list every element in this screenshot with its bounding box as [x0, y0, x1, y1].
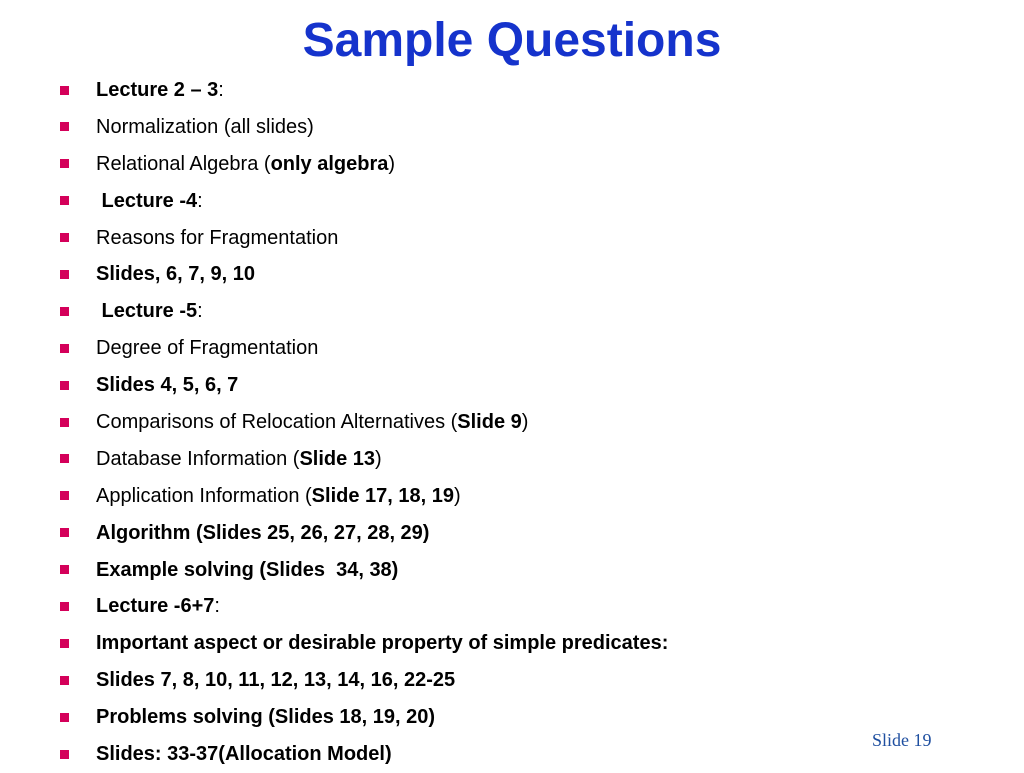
bullet-text: [96, 478, 461, 515]
square-bullet-icon: [60, 418, 69, 427]
text-segment: ): [454, 484, 461, 507]
bold-segment: only algebra: [270, 152, 389, 175]
square-bullet-icon: [60, 602, 69, 611]
square-bullet-icon: [60, 86, 69, 95]
bold-segment: Slides 4, 5, 6, 7: [96, 374, 239, 397]
square-bullet-icon: [60, 159, 69, 168]
text-segment: :: [197, 189, 203, 212]
bullet-text: [96, 699, 435, 736]
text-segment: Database Information (: [96, 447, 300, 470]
square-bullet-icon: [60, 491, 69, 500]
text-segment: :: [218, 79, 224, 101]
square-bullet-icon: [60, 528, 69, 537]
bullet-text: [96, 588, 220, 625]
square-bullet-icon: [60, 454, 69, 463]
bold-segment: Slide 13: [299, 447, 376, 470]
text-segment: ): [521, 411, 529, 434]
text-segment: :: [214, 595, 220, 618]
bold-segment: Lecture -4: [96, 189, 198, 212]
bold-segment: Algorithm (Slides 25, 26, 27, 28, 29): [96, 521, 430, 544]
bullet-text: [96, 736, 392, 773]
square-bullet-icon: [60, 122, 69, 131]
slide-number: Slide 19: [872, 730, 932, 750]
bullet-text: [96, 72, 224, 109]
bold-segment: Important aspect or desirable property of simple predicates:: [96, 632, 669, 655]
square-bullet-icon: [60, 713, 69, 722]
bold-segment: Slides: 33-37(Allocation Model): [96, 743, 392, 766]
slide-title: Sample Questions: [302, 14, 722, 67]
bold-segment: Slide 9: [457, 411, 522, 434]
bold-segment: Problems solving (Slides 18, 19, 20): [96, 706, 436, 729]
bold-segment: Example solving (Slides 34, 38): [96, 558, 399, 581]
text-segment: Comparisons of Relocation Alternatives (: [96, 411, 458, 434]
bold-segment: Slides, 6, 7, 9, 10: [96, 263, 255, 286]
square-bullet-icon: [60, 639, 69, 648]
bullet-text: [96, 515, 429, 552]
bullet-text: [96, 256, 255, 293]
bullet-text: [96, 662, 455, 699]
text-segment: Degree of Fragmentation: [96, 337, 319, 360]
bold-segment: Slide 17, 18, 19: [311, 484, 454, 507]
bold-segment: Slides 7, 8, 10, 11, 12, 13, 14, 16, 22-25: [96, 669, 456, 692]
bullet-text: [96, 109, 314, 146]
square-bullet-icon: [60, 307, 69, 316]
square-bullet-icon: [60, 196, 69, 205]
bullet-text: [96, 367, 238, 404]
square-bullet-icon: [60, 233, 69, 242]
bullet-text: [96, 183, 203, 220]
square-bullet-icon: [60, 676, 69, 685]
bullet-text: [96, 441, 382, 478]
square-bullet-icon: [60, 344, 69, 353]
square-bullet-icon: [60, 565, 69, 574]
text-segment: ): [388, 152, 396, 175]
bullet-text: [96, 293, 203, 330]
bullet-text: [96, 404, 528, 441]
bold-segment: Lecture -6+7: [96, 595, 215, 618]
text-segment: ): [375, 447, 382, 470]
text-segment: Relational Algebra (: [96, 152, 271, 175]
bold-segment: Lecture -5: [96, 300, 198, 323]
text-segment: Normalization (all slides): [96, 115, 314, 138]
bullet-text: [96, 330, 318, 367]
text-segment: Reasons for Fragmentation: [96, 226, 339, 249]
bullet-text: [96, 146, 395, 183]
text-segment: Application Information (: [96, 484, 312, 507]
square-bullet-icon: [60, 270, 69, 279]
bullet-text: [96, 220, 338, 257]
bold-segment: Lecture 2 – 3: [96, 79, 219, 101]
square-bullet-icon: [60, 381, 69, 390]
bullet-text: [96, 552, 398, 589]
square-bullet-icon: [60, 750, 69, 759]
text-segment: :: [197, 300, 203, 323]
bullet-text: [96, 625, 668, 662]
